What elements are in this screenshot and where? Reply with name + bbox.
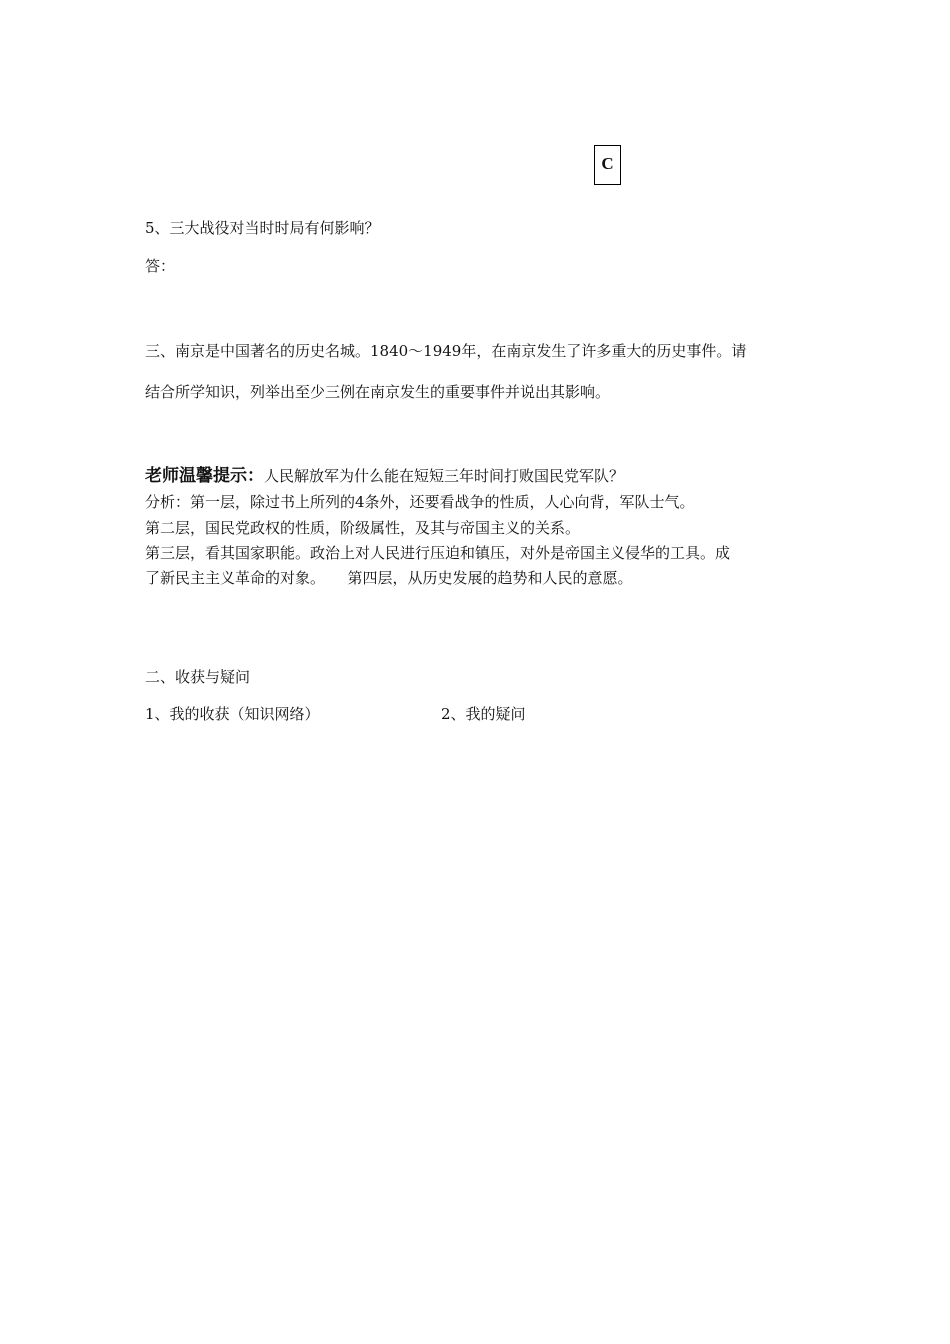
teacher-tip-question: 人民解放军为什么能在短短三年时间打败国民党军队？	[264, 467, 625, 485]
question-5: 5、三大战役对当时时局有何影响？	[145, 219, 380, 237]
answer-label: 答：	[145, 257, 176, 275]
teacher-tip-lead: 老师温馨提示：	[145, 466, 264, 486]
tip-layer-3-line-2: 了新民主主义革命的对象。 第四层，从历史发展的趋势和人民的意愿。	[145, 569, 633, 587]
harvest-item-2: 2、我的疑问	[441, 705, 526, 723]
teacher-tip	[145, 466, 624, 486]
section-3-line-2: 结合所学知识，列举出至少三例在南京发生的重要事件并说出其影响。	[145, 383, 611, 401]
harvest-heading: 二、收获与疑问	[145, 668, 251, 686]
tip-layer-3-line-1: 第三层，看其国家职能。政治上对人民进行压迫和镇压，对外是帝国主义侵华的工具。成	[145, 544, 731, 562]
tip-analysis: 分析：第一层，除过书上所列的4条外，还要看战争的性质，人心向背，军队士气。	[145, 493, 695, 511]
section-3-line-1: 三、南京是中国著名的历史名城。1840～1949年，在南京发生了许多重大的历史事件。请	[145, 342, 747, 360]
harvest-item-1: 1、我的收获（知识网络）	[145, 705, 320, 723]
tip-layer-2: 第二层，国民党政权的性质，阶级属性，及其与帝国主义的关系。	[145, 519, 581, 537]
answer-box: C	[594, 145, 621, 185]
